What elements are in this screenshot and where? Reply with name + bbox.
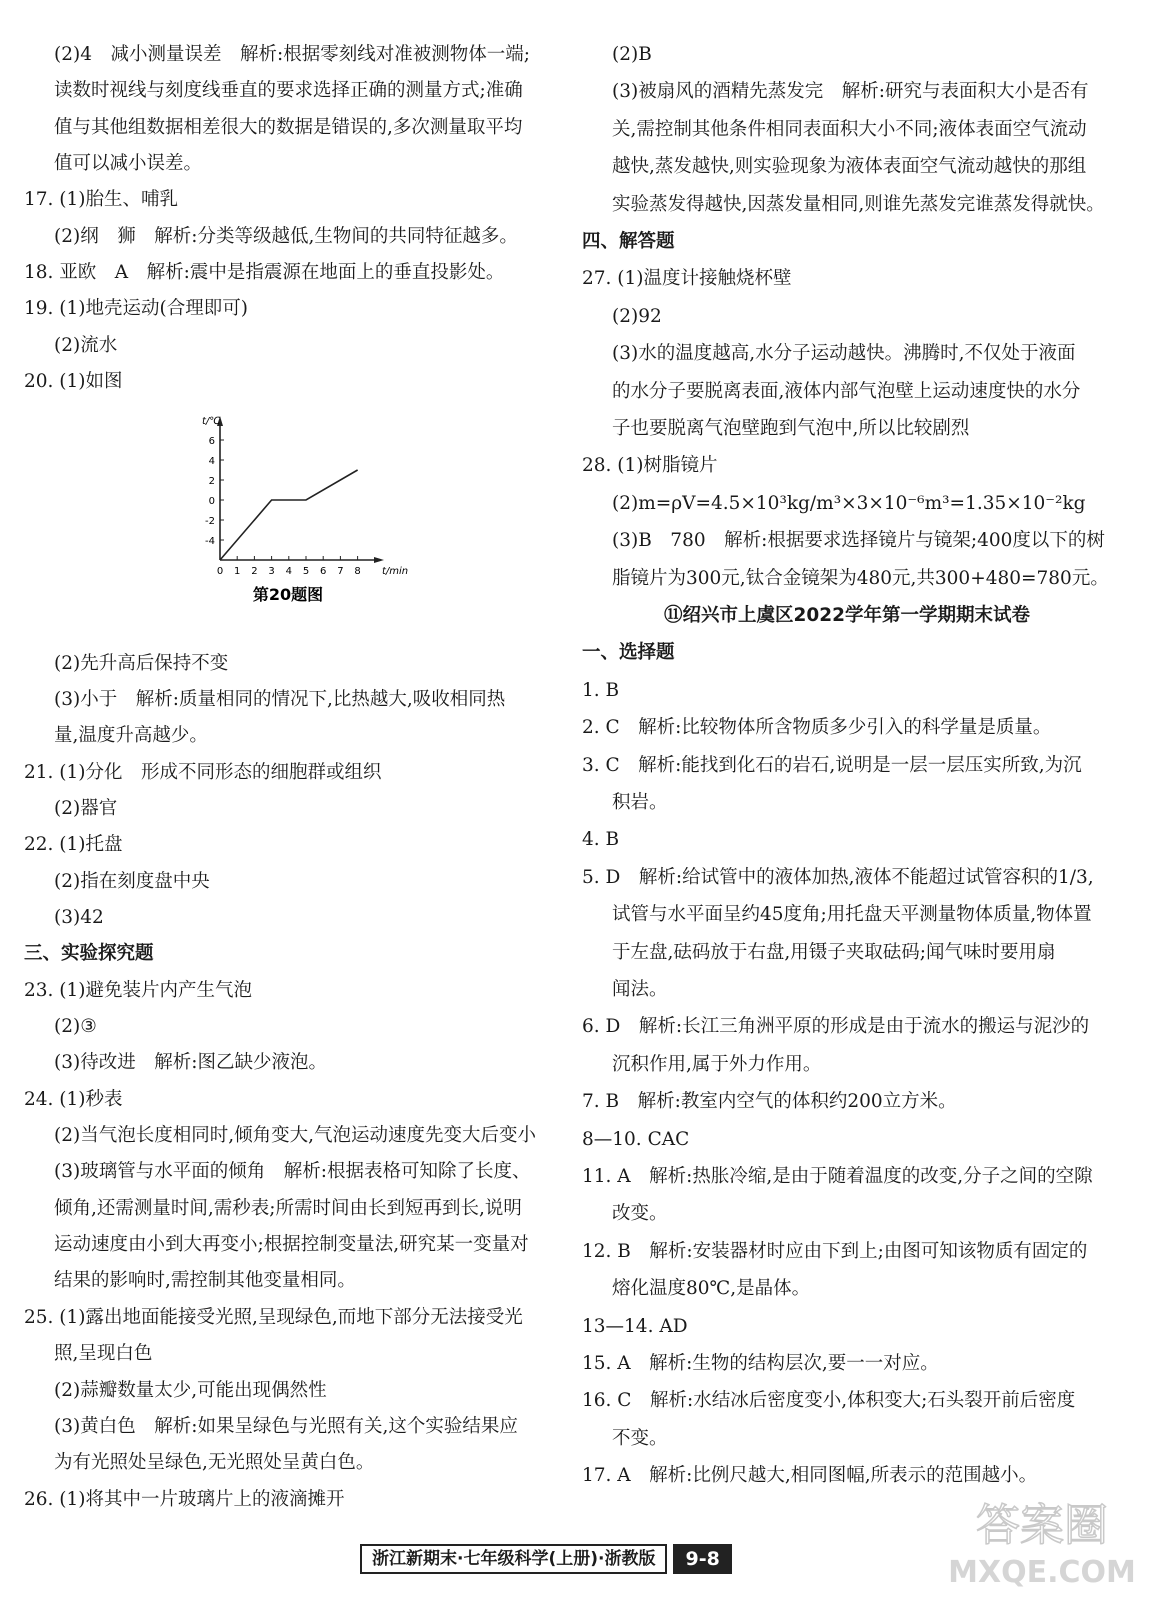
answer-line: 为有光照处呈绿色,无光照处呈黄白色。 <box>54 1452 375 1474</box>
answer-line: 子也要脱离气泡壁跑到气泡中,所以比较剧烈 <box>612 418 970 439</box>
answer-line: 20. (1)如图 <box>24 371 123 393</box>
x-axis-arrow <box>374 557 384 563</box>
page-number: 9-8 <box>673 1544 731 1574</box>
answer-line: 熔化温度80℃,是晶体。 <box>612 1278 811 1300</box>
answer-line: 读数时视线与刻度线垂直的要求选择正确的测量方式;准确 <box>54 80 523 102</box>
section-heading: 四、解答题 <box>582 231 675 252</box>
answer-line: (3)待改进 解析:图乙缺少液泡。 <box>54 1052 327 1074</box>
answer-line: 26. (1)将其中一片玻璃片上的液滴摊开 <box>24 1488 345 1510</box>
answer-line: (2)4 减小测量误差 解析:根据零刻线对准被测物体一端; <box>54 44 530 65</box>
answer-line: 7. B 解析:教室内空气的体积约200立方米。 <box>582 1091 957 1113</box>
answer-line: (3)黄白色 解析:如果呈绿色与光照有关,这个实验结果应 <box>54 1415 518 1437</box>
answer-line: 照,呈现白色 <box>54 1343 153 1365</box>
answer-line: (2)B <box>612 44 652 65</box>
y-tick-label: 0 <box>208 496 215 507</box>
answer-line: 实验蒸发得越快,因蒸发量相同,则谁先蒸发完谁蒸发得就快。 <box>612 193 1105 215</box>
footer <box>360 1544 732 1574</box>
answer-line: 5. D 解析:给试管中的液体加热,液体不能超过试管容积的1/3, <box>582 866 1094 888</box>
answer-line: 6. D 解析:长江三角洲平原的形成是由于流水的搬运与泥沙的 <box>582 1016 1090 1038</box>
x-tick-label: 3 <box>268 566 275 577</box>
answer-line: 12. B 解析:安装器材时应由下到上;由图可知该物质有固定的 <box>582 1240 1088 1262</box>
answer-line: 17. A 解析:比例尺越大,相同图幅,所表示的范围越小。 <box>582 1465 1038 1487</box>
section-heading: 三、实验探究题 <box>24 943 154 965</box>
answer-line: 28. (1)树脂镜片 <box>582 455 718 477</box>
answer-line: 脂镜片为300元,钛合金镜架为480元,共300+480=780元。 <box>612 567 1109 589</box>
answer-line: (2)先升高后保持不变 <box>54 652 229 674</box>
answer-line: (2)指在刻度盘中央 <box>54 870 210 892</box>
y-tick-label: 2 <box>208 476 215 487</box>
watermark-url: MXQE.COM <box>948 1555 1136 1590</box>
answer-line: 值与其他组数据相差很大的数据是错误的,多次测量取平均 <box>54 116 523 138</box>
answer-line: 1. B <box>582 679 620 701</box>
answer-line: 结果的影响时,需控制其他变量相同。 <box>54 1270 356 1292</box>
answer-line: 16. C 解析:水结冰后密度变小,体积变大;石头裂开前后密度 <box>582 1390 1076 1412</box>
answer-line: 19. (1)地壳运动(合理即可) <box>24 298 248 320</box>
answer-line: (3)水的温度越高,水分子运动越快。沸腾时,不仅处于液面 <box>612 343 1076 365</box>
answer-line: (3)42 <box>54 906 104 928</box>
answer-line: 试管与水平面呈约45度角;用托盘天平测量物体质量,物体置 <box>612 904 1092 926</box>
answer-line: 3. C 解析:能找到化石的岩石,说明是一层一层压实所致,为沉 <box>582 754 1082 776</box>
answer-line: 量,温度升高越少。 <box>54 725 208 747</box>
answer-line: 改变。 <box>612 1203 668 1225</box>
x-tick-label: 1 <box>234 566 241 577</box>
y-tick-label: -2 <box>205 516 215 527</box>
answer-line: 倾角,还需测量时间,需秒表;所需时间由长到短再到长,说明 <box>54 1197 522 1219</box>
answer-line: 17. (1)胎生、哺乳 <box>24 189 179 211</box>
answer-line: (3)玻璃管与水平面的倾角 解析:根据表格可知除了长度、 <box>54 1161 531 1183</box>
chart-title: 第20题图 <box>252 585 324 604</box>
answer-line: (2)流水 <box>54 334 118 356</box>
x-tick-label: 5 <box>302 566 310 577</box>
answer-line: 不变。 <box>612 1427 668 1449</box>
answer-line: 的水分子要脱离表面,液体内部气泡壁上运动速度快的水分 <box>612 380 1081 402</box>
line-chart <box>170 408 420 608</box>
answer-line: 于左盘,砝码放于右盘,用镊子夹取砝码;闻气味时要用扇 <box>612 941 1056 963</box>
x-tick-label: 6 <box>320 566 327 577</box>
answer-line: (2)器官 <box>54 797 118 819</box>
y-tick-label: -4 <box>205 536 215 547</box>
answer-line: 4. B <box>582 829 620 851</box>
answer-line: (2)92 <box>612 305 662 327</box>
answer-line: 关,需控制其他条件相同表面积大小不同;液体表面空气流动 <box>612 118 1087 140</box>
answer-line: 运动速度由小到大再变小;根据控制变量法,研究某一变量对 <box>54 1234 529 1256</box>
watermark-logo <box>947 1490 1137 1595</box>
answer-line: (2)③ <box>54 1016 97 1037</box>
answer-line: 15. A 解析:生物的结构层次,要一一对应。 <box>582 1353 939 1374</box>
y-tick-label: 4 <box>208 456 215 467</box>
footer-title: 浙江新期末·七年级科学(上册)·浙教版 <box>360 1544 667 1574</box>
answer-line: 23. (1)避免装片内产生气泡 <box>24 979 253 1001</box>
exam-title: ⑪绍兴市上虞区2022学年第一学期期末试卷 <box>664 605 1030 626</box>
answer-line: 11. A 解析:热胀冷缩,是由于随着温度的改变,分子之间的空隙 <box>582 1166 1093 1187</box>
answer-line: (2)当气泡长度相同时,倾角变大,气泡运动速度先变大后变小 <box>54 1125 536 1147</box>
answer-line: 25. (1)露出地面能接受光照,呈现绿色,而地下部分无法接受光 <box>24 1306 523 1328</box>
answer-line: 值可以减小误差。 <box>54 153 203 175</box>
temperature-line <box>220 470 358 560</box>
answer-line: 22. (1)托盘 <box>24 834 123 856</box>
answer-line: 闻法。 <box>612 979 668 1000</box>
answer-line: 8—10. CAC <box>582 1128 690 1150</box>
answer-line: (2)纲 狮 解析:分类等级越低,生物间的共同特征越多。 <box>54 225 518 247</box>
answer-line: 沉积作用,属于外力作用。 <box>612 1053 822 1075</box>
x-tick-label: 7 <box>337 566 344 577</box>
answer-line: (3)小于 解析:质量相同的情况下,比热越大,吸收相同热 <box>54 688 506 710</box>
y-axis-label: t/℃ <box>202 416 221 427</box>
answer-line: (3)被扇风的酒精先蒸发完 解析:研究与表面积大小是否有 <box>612 81 1089 103</box>
x-axis-label: t/min <box>382 566 409 577</box>
answer-line: 27. (1)温度计接触烧杯壁 <box>582 268 792 290</box>
y-tick-label: 6 <box>208 436 215 447</box>
x-tick-label: 8 <box>354 566 361 577</box>
section-heading: 一、选择题 <box>582 642 675 664</box>
answer-line: 18. 亚欧 A 解析:震中是指震源在地面上的垂直投影处。 <box>24 262 505 284</box>
x-tick-label: 2 <box>251 566 258 577</box>
answer-line: (2)蒜瓣数量太少,可能出现偶然性 <box>54 1379 327 1401</box>
answer-line: (2)m=ρV=4.5×10³kg/m³×3×10⁻⁶m³=1.35×10⁻²kg <box>612 492 1086 514</box>
answer-line: 积岩。 <box>612 792 668 813</box>
answer-line: 越快,蒸发越快,则实验现象为液体表面空气流动越快的那组 <box>612 156 1087 178</box>
answer-line: (3)B 780 解析:根据要求选择镜片与镜架;400度以下的树 <box>612 530 1105 552</box>
answer-line: 13—14. AD <box>582 1315 688 1337</box>
answer-line: 21. (1)分化 形成不同形态的细胞群或组织 <box>24 761 382 783</box>
answer-line: 2. C 解析:比较物体所含物质多少引入的科学量是质量。 <box>582 717 1052 739</box>
answer-line: 24. (1)秒表 <box>24 1088 123 1110</box>
x-tick-label: 0 <box>216 566 224 577</box>
x-tick-label: 4 <box>285 566 292 577</box>
watermark-text: 答案圈 <box>976 1500 1108 1551</box>
